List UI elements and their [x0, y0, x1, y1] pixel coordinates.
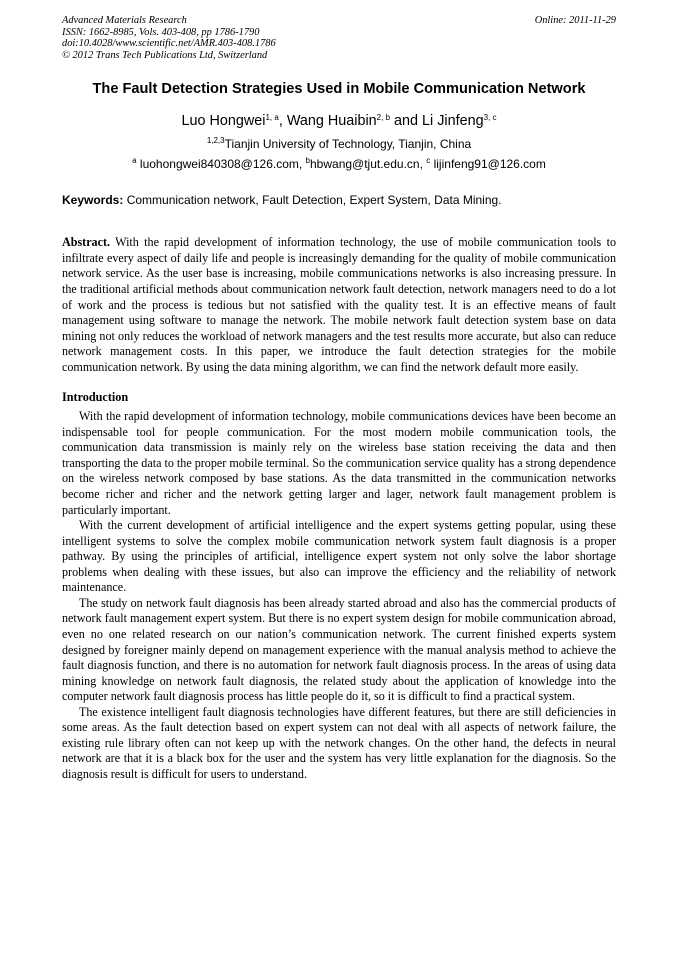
journal-name: Advanced Materials Research	[62, 15, 187, 26]
keywords-label: Keywords:	[62, 193, 124, 208]
author-superscript: 1, a	[265, 113, 279, 123]
email-superscript: a	[132, 156, 137, 166]
author-superscript: 3, c	[483, 113, 497, 123]
copyright-line: © 2012 Trans Tech Publications Ltd, Switzerland	[62, 49, 268, 61]
author-list	[62, 112, 616, 130]
keywords	[62, 192, 616, 208]
email-address: lijinfeng91@126.com	[430, 157, 546, 172]
affiliation	[62, 136, 616, 152]
paragraph: The existence intelligent fault diagnosis technologies have different features, but there are still deficiencies in some areas. As the fault detection based on expert system can not deal with all aspects of network failure, the existing rule library often can not keep up with the network changes. On the other hand, the defects in neural network are that it is a black box for the user and the system has very little explanation for the diagnosis. So the diagnosis result is difficult for users to understand.	[62, 704, 616, 781]
paper-title: The Fault Detection Strategies Used in Mobile Communication Network	[92, 81, 586, 98]
paragraph: With the rapid development of information technology, mobile communications devices have been become an indispensable tool for people communication. For the most modern mobile communication tools, the communication data transmission is mainly rely on the wireless base station receiving the data and then transporting the data to the proper mobile terminal. So the communication service quality has a strong dependence on the wireless network composed by base stations. As the data transmitted in the communication networks become richer and richer and the network getting larger and lager, network fault management problem is particularly important.	[62, 409, 616, 517]
author-name: Wang Huaibin	[286, 113, 377, 130]
email-superscript: c	[426, 156, 431, 166]
author-name: Luo Hongwei	[181, 113, 266, 130]
introduction-body	[62, 409, 616, 782]
author-emails	[62, 156, 616, 172]
section-heading: Introduction	[62, 390, 129, 405]
paragraph: With the current development of artificial intelligence and the expert systems getting popular, using these intelligent systems to solve the complex mobile communication network system fault diagnosis is a proper pathway. By using the principles of artificial, intelligence expert system not only solve the labor shortage problems when dealing with these issues, but also can improve the efficiency and the reliability of network maintenance.	[62, 518, 616, 595]
doi-line: doi:10.4028/www.scientific.net/AMR.403-408.1786	[62, 38, 276, 50]
abstract	[62, 235, 616, 375]
email-superscript: b	[305, 156, 310, 166]
email-address: luohongwei840308@126.com,	[136, 157, 306, 172]
online-date: Online: 2011-11-29	[534, 15, 616, 26]
author-separator: and	[390, 113, 423, 130]
keywords-text: Communication network, Fault Detection, Expert System, Data Mining.	[123, 193, 502, 208]
paragraph: The study on network fault diagnosis has been already started abroad and also has the commercial products of network fault management expert system. But there is no expert system design for mobile communication abroad, even no one related research on our nation’s communication network. The current finished experts system designed by foreigner mainly depend on management experience with the manual analysis method to achieve the fault diagnosis function, and there is no automation for network fault diagnosis process. In the areas of using data mining knowledge on network fault diagnosis, the related study about the application of knowledge into the computer network fault diagnosis process has little people do it, so it is difficult to find a practical system.	[62, 595, 616, 704]
affiliation-superscript: 1,2,3	[206, 136, 225, 146]
paper-page	[62, 15, 616, 782]
author-name: Li Jinfeng	[422, 113, 484, 130]
affiliation-text: Tianjin University of Technology, Tianjin, China	[224, 137, 472, 152]
abstract-label: Abstract.	[62, 235, 111, 250]
author-separator: ,	[278, 113, 287, 130]
email-address: hbwang@tjut.edu.cn,	[310, 157, 427, 172]
issn-line: ISSN: 1662-8985, Vols. 403-408, pp 1786-1790	[62, 26, 260, 38]
author-superscript: 2, b	[376, 113, 391, 123]
abstract-text: With the rapid development of information technology, the use of mobile communication tools to infiltrate every aspect of daily life and people is increasingly demanding for the quality of mobile communication network service. As the user base is increasing, mobile communications networks is also increasing pressure. In the traditional artificial methods about communication network fault detection, network managers need to do a lot of work and the process is tedious but not satisfied with the quality test. It is an effective means of fault management using software to manage the network. The mobile network fault detection system base on data mining not only reduces the workload of network managers and the test results more accurate, but also can reduce network management costs. In this paper, we introduce the fault detection strategies for the mobile communication network. By using the data mining algorithm, we can find the network default more easily.	[62, 235, 616, 374]
journal-header	[62, 15, 616, 61]
